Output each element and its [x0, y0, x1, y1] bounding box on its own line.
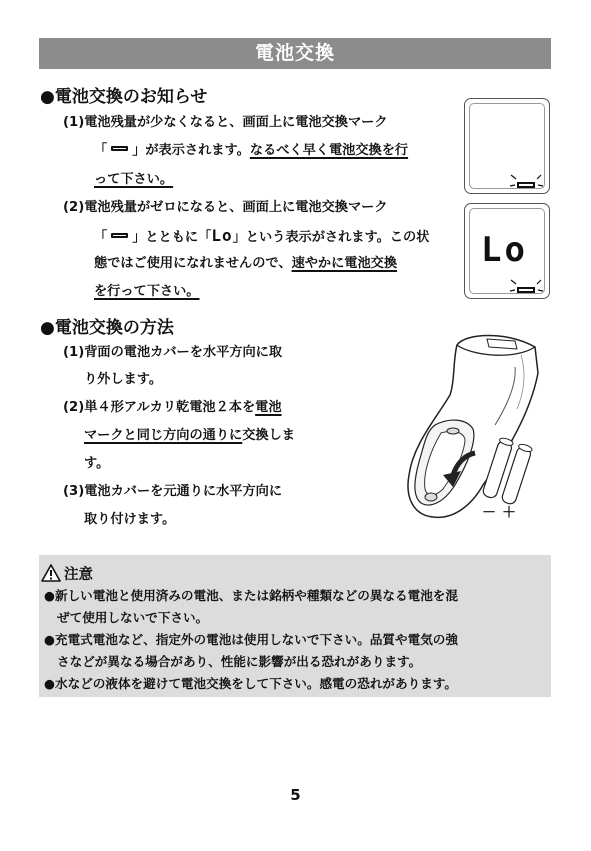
lo-indicator: Lo	[211, 226, 233, 245]
notice-item2-line3	[94, 255, 397, 273]
notice-item2-line3-text: 態ではご使用になれませんので、	[94, 256, 292, 271]
method-step1-line1: (1)背面の電池カバーを水平方向に取	[63, 345, 283, 360]
caution-line-1: ●新しい電池と使用済みの電池、または銘柄や種類などの異なる電池を混	[44, 588, 458, 603]
method-step1-line2: り外します。	[84, 372, 163, 387]
quote-open-2: 「	[94, 230, 108, 245]
lcd-lo-text: Lo	[481, 230, 528, 270]
device-battery-illustration	[395, 325, 555, 525]
caution-line-3: ●充電式電池など、指定外の電池は使用しないで下さい。品質や電気の強	[44, 632, 458, 647]
method-step2-underlined-2: マークと同じ方向の通りに	[84, 428, 243, 443]
method-step2-text-2: 交換しま	[242, 428, 295, 443]
page-title: 電池交換	[39, 38, 551, 69]
notice-item1-underlined-2: って下さい。	[94, 172, 174, 187]
battery-mark-icon	[111, 233, 128, 238]
method-step2-line2	[84, 427, 295, 445]
battery-mark-icon	[111, 146, 128, 151]
lcd-lo-illustration	[464, 203, 550, 299]
blink-rays-icon	[505, 276, 549, 298]
quote-open: 「	[94, 143, 108, 158]
method-step2-line1	[63, 399, 282, 417]
notice-item2-line1: (2)電池残量がゼロになると、画面上に電池交換マーク	[63, 200, 388, 215]
caution-heading	[41, 563, 93, 584]
method-step2-line3: す。	[84, 456, 110, 471]
caution-line-2: ぜて使用しないで下さい。	[57, 610, 209, 625]
notice-item1-line1: (1)電池残量が少なくなると、画面上に電池交換マーク	[63, 115, 388, 130]
notice-item2-underlined: 速やかに電池交換	[291, 256, 398, 271]
notice-heading: ●電池交換のお知らせ	[40, 87, 208, 107]
lcd-low-battery-illustration	[464, 98, 550, 194]
notice-item2-underlined-2: を行って下さい。	[94, 284, 200, 299]
notice-item2-line2	[94, 227, 429, 247]
caution-line-4: さなどが異なる場合があり、性能に影響が出る恐れがあります。	[57, 654, 422, 669]
plus-label: ＋	[502, 505, 516, 521]
blink-rays-icon	[505, 171, 549, 193]
notice-item2-mid: 」とともに「	[132, 230, 212, 245]
warning-triangle-icon	[41, 564, 61, 582]
method-heading: ●電池交換の方法	[40, 318, 174, 338]
method-step2-underlined: 電池	[255, 400, 282, 415]
notice-item2-post: 」という表示がされます。この状	[232, 230, 430, 245]
notice-item1-line2	[94, 142, 408, 160]
method-step2-text: (2)単４形アルカリ乾電池２本を	[63, 400, 256, 415]
notice-item1-underlined: なるべく早く電池交換を行	[249, 143, 409, 158]
notice-item2-line4	[94, 283, 200, 301]
page-number: 5	[290, 786, 301, 804]
method-step3-line2: 取り付けます。	[84, 512, 176, 527]
caution-heading-text: 注意	[64, 567, 93, 583]
notice-item1-mid: 」が表示されます。	[132, 143, 250, 158]
caution-line-5: ●水などの液体を避けて電池交換をして下さい。感電の恐れがあります。	[44, 676, 457, 691]
method-step3-line1: (3)電池カバーを元通りに水平方向に	[63, 484, 283, 499]
minus-label: －	[482, 505, 496, 521]
notice-item1-line3	[94, 171, 173, 189]
